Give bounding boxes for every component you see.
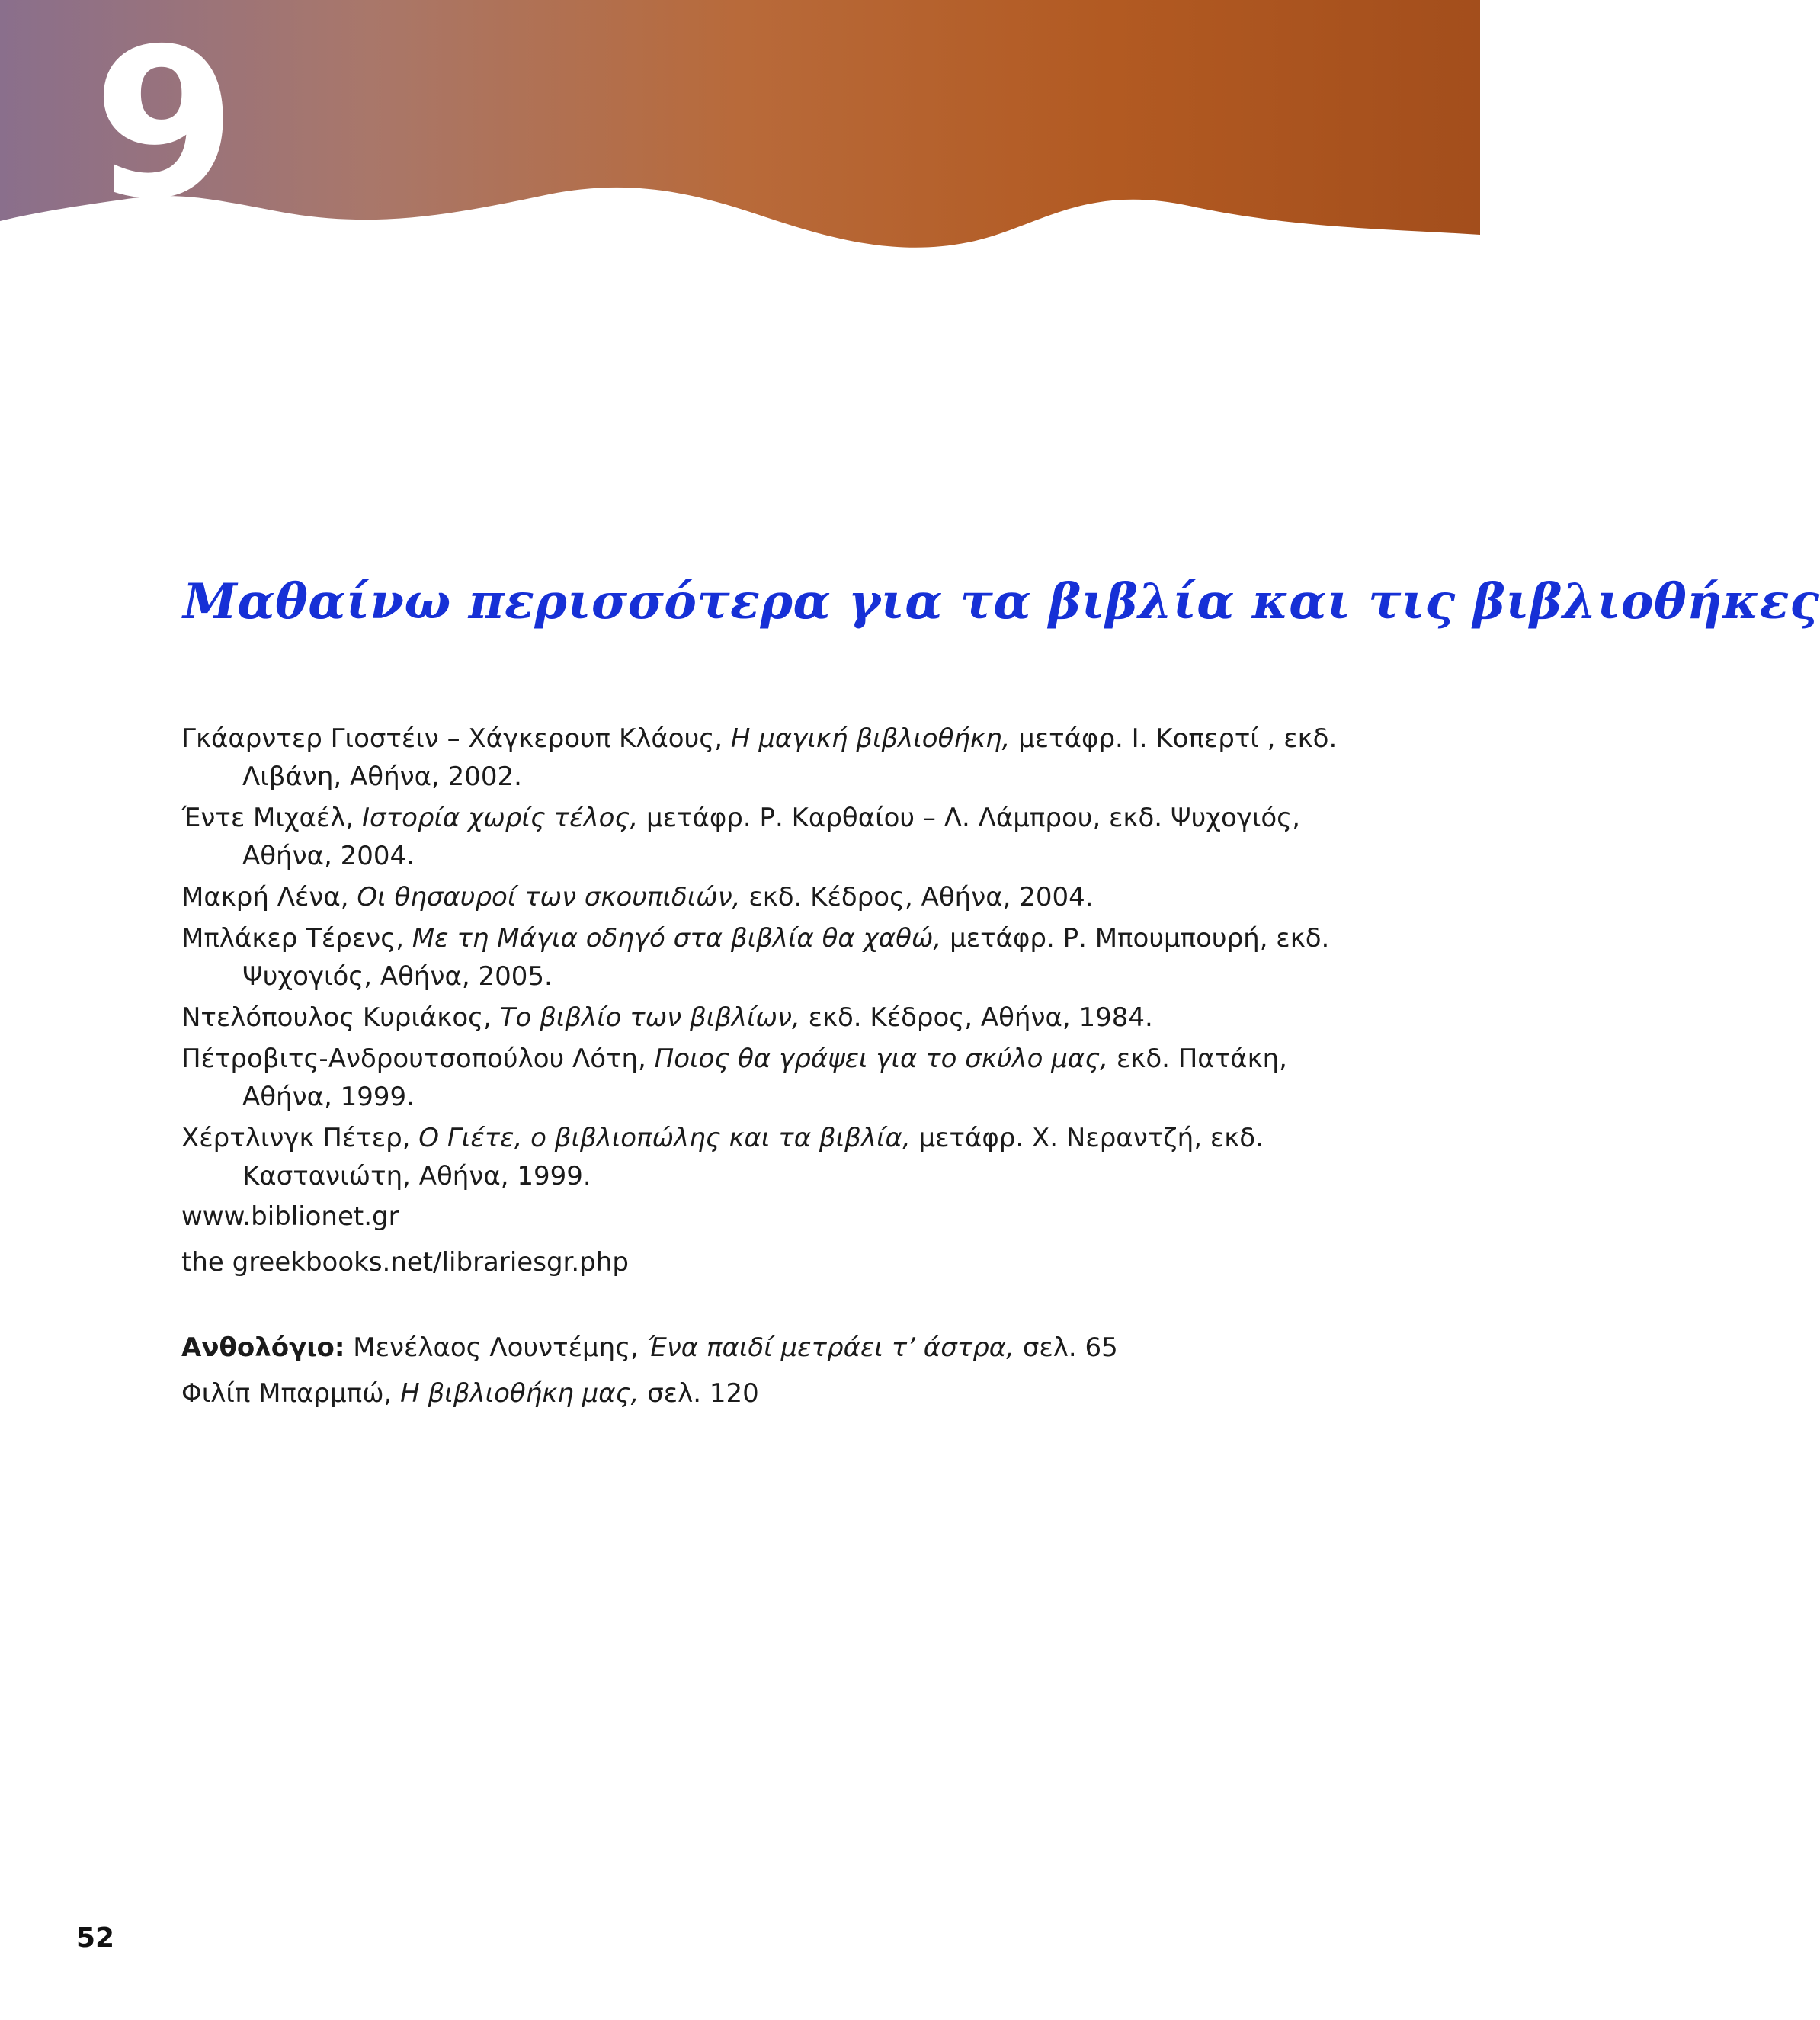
- web-links: [181, 1194, 629, 1285]
- reference-list: [181, 720, 1370, 1198]
- web-link[interactable]: www.biblionet.gr: [181, 1201, 399, 1232]
- chapter-number: 9: [93, 4, 236, 244]
- reference-item: Μακρή Λένα, Οι θησαυροί των σκουπιδιών, εκδ. Κέδρος, Αθήνα, 2004.: [181, 882, 1094, 912]
- anthology-label: Ανθολόγιο:: [181, 1332, 345, 1363]
- web-link[interactable]: the greekbooks.net/librariesgr.php: [181, 1247, 629, 1278]
- reference-item: Πέτροβιτς-Ανδρουτσοπούλου Λότη, Ποιος θα γράψει για το σκύλο μας, εκδ. Πατάκη, Αθήνα, 1999.: [181, 1044, 1287, 1112]
- reference-item: Έντε Μιχαέλ, Ιστορία χωρίς τέλος, μετάφρ. Ρ. Καρθαίου – Λ. Λάμπρου, εκδ. Ψυχογιός, Αθήνα, 2004.: [181, 803, 1300, 871]
- anthology-section: [181, 1325, 1118, 1416]
- reference-item: Γκάαρντερ Γιοστέιν – Χάγκερουπ Κλάους, Η μαγική βιβλιοθήκη, μετάφρ. Ι. Κοπερτί , εκδ. Λιβάνη, Αθήνα, 2002.: [181, 723, 1338, 792]
- anthology-line: Ανθολόγιο: Μενέλαος Λουντέμης, Ένα παιδί μετράει τ’ άστρα, σελ. 65: [181, 1332, 1118, 1363]
- reference-item: Χέρτλινγκ Πέτερ, Ο Γιέτε, ο βιβλιοπώλης και τα βιβλία, μετάφρ. Χ. Νεραντζή, εκδ. Καστανιώτη, Αθήνα, 1999.: [181, 1123, 1264, 1191]
- section-title: Μαθαίνω περισσότερα για τα βιβλία και τις βιβλιοθήκες: [183, 573, 1820, 630]
- reference-item: Μπλάκερ Τέρενς, Με τη Μάγια οδηγό στα βιβλία θα χαθώ, μετάφρ. Ρ. Μπουμπουρή, εκδ. Ψυχογιός, Αθήνα, 2005.: [181, 923, 1330, 992]
- anthology-line: Φιλίπ Μπαρμπώ, Η βιβλιοθήκη μας, σελ. 120: [181, 1378, 759, 1409]
- page-number: 52: [76, 1922, 115, 1954]
- reference-item: Ντελόπουλος Κυριάκος, Το βιβλίο των βιβλίων, εκδ. Κέδρος, Αθήνα, 1984.: [181, 1002, 1153, 1033]
